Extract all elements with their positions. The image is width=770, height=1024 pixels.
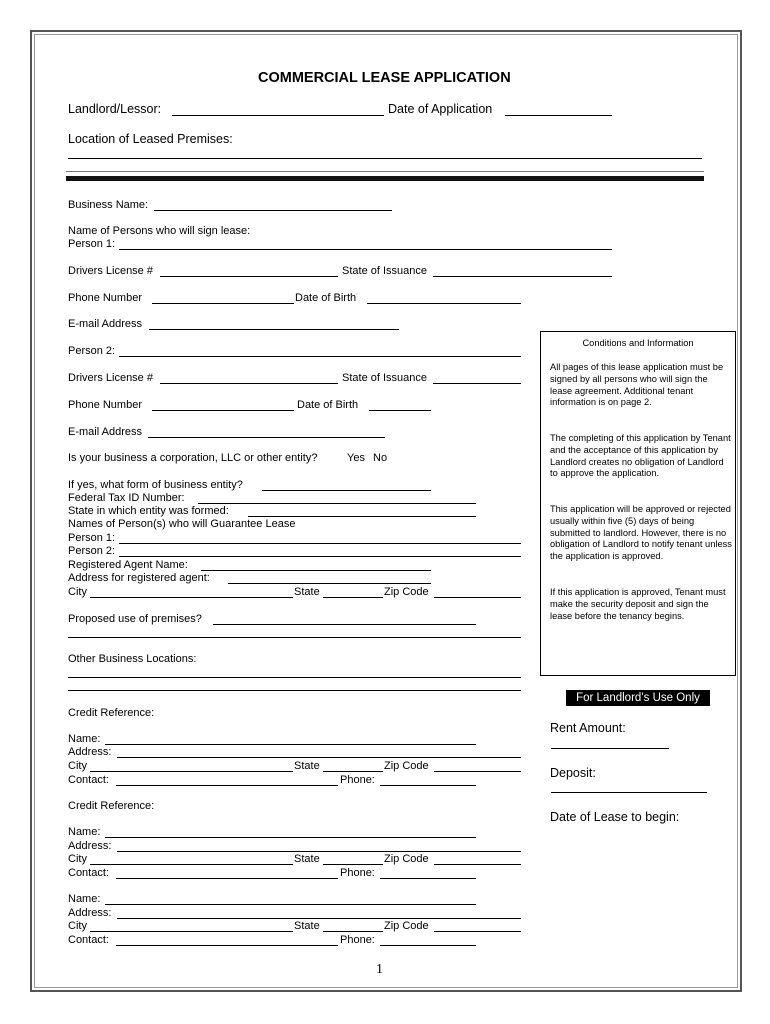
credit1-phone-field[interactable] (380, 785, 476, 786)
credit1-zip-field[interactable] (434, 771, 521, 772)
credit2-address-label: Address: (68, 840, 112, 852)
email2-field[interactable] (148, 437, 385, 438)
other-locations-field-1[interactable] (68, 677, 521, 678)
tax-id-label: Federal Tax ID Number: (68, 492, 185, 504)
page-number: 1 (376, 962, 383, 977)
credit1-contact-field[interactable] (116, 785, 338, 786)
credit-ref2-heading: Credit Reference: (68, 800, 155, 812)
agent-city-label: City (68, 586, 87, 598)
dob-field[interactable] (367, 303, 521, 304)
credit2-phone-label: Phone: (340, 867, 375, 879)
location-label: Location of Leased Premises: (68, 132, 233, 146)
conditions-paragraph-4: If this application is approved, Tenant must make the security deposit and sign the lease before the tenancy begins. (550, 587, 726, 621)
guarantor1-field[interactable] (119, 543, 521, 544)
credit3-name-field[interactable] (105, 904, 476, 905)
divider-thick (66, 176, 704, 181)
credit2-contact-field[interactable] (116, 878, 338, 879)
email-field[interactable] (149, 329, 399, 330)
dob2-field[interactable] (369, 410, 431, 411)
persons-sign-label: Name of Persons who will sign lease: (68, 225, 251, 237)
other-locations-label: Other Business Locations: (68, 653, 197, 665)
date-of-application-field[interactable] (505, 115, 612, 116)
credit3-phone-label: Phone: (340, 934, 375, 946)
agent-city-field[interactable] (90, 597, 293, 598)
business-name-field[interactable] (154, 210, 392, 211)
credit2-zip-field[interactable] (434, 864, 521, 865)
other-locations-field-2[interactable] (68, 690, 521, 691)
credit1-city-field[interactable] (90, 771, 293, 772)
credit1-phone-label: Phone: (340, 774, 375, 786)
proposed-use-field[interactable] (213, 624, 476, 625)
state-issuance2-field[interactable] (433, 383, 521, 384)
credit3-address-label: Address: (68, 907, 112, 919)
credit3-state-field[interactable] (323, 931, 383, 932)
guarantor2-field[interactable] (119, 556, 521, 557)
divider-thin (66, 171, 704, 172)
phone2-field[interactable] (152, 410, 294, 411)
credit3-contact-field[interactable] (116, 945, 338, 946)
credit3-phone-field[interactable] (380, 945, 476, 946)
person1-label: Person 1: (68, 238, 116, 250)
credit2-name-label: Name: (68, 826, 101, 838)
rent-amount-field[interactable] (551, 748, 669, 749)
credit3-name-label: Name: (68, 893, 101, 905)
agent-zip-label: Zip Code (384, 586, 429, 598)
person1-field[interactable] (119, 249, 612, 250)
tax-id-field[interactable] (198, 503, 476, 504)
credit2-state-label: State (294, 853, 320, 865)
person2-field[interactable] (119, 356, 521, 357)
corp-yes[interactable]: Yes (347, 452, 365, 464)
credit2-state-field[interactable] (323, 864, 383, 865)
phone-label: Phone Number (68, 292, 142, 304)
credit1-zip-label: Zip Code (384, 760, 429, 772)
drivers-license2-field[interactable] (160, 383, 338, 384)
drivers-license-field[interactable] (160, 276, 338, 277)
landlord-label: Landlord/Lessor: (68, 102, 162, 116)
person2-label: Person 2: (68, 345, 116, 357)
credit-ref1-heading: Credit Reference: (68, 707, 155, 719)
dob-label: Date of Birth (295, 292, 357, 304)
credit1-name-field[interactable] (105, 744, 476, 745)
landlord-use-heading: For Landlord’s Use Only (566, 690, 710, 706)
credit1-state-label: State (294, 760, 320, 772)
credit2-address-field[interactable] (117, 851, 521, 852)
phone2-label: Phone Number (68, 399, 142, 411)
state-formed-field[interactable] (248, 516, 476, 517)
credit3-address-field[interactable] (117, 918, 521, 919)
credit2-city-label: City (68, 853, 87, 865)
credit3-city-label: City (68, 920, 87, 932)
credit2-phone-field[interactable] (380, 878, 476, 879)
state-formed-label: State in which entity was formed: (68, 505, 229, 517)
credit2-zip-label: Zip Code (384, 853, 429, 865)
credit1-name-label: Name: (68, 733, 101, 745)
guarantor1-label: Person 1: (68, 532, 116, 544)
credit2-contact-label: Contact: (68, 867, 109, 879)
phone-field[interactable] (152, 303, 294, 304)
conditions-paragraph-3: This application will be approved or rejected usually within five (5) days of being submitted to landlord. However, there is no obligation of Landlord to notify tenant unless the application is approved. (550, 504, 732, 562)
agent-zip-field[interactable] (434, 597, 521, 598)
credit3-state-label: State (294, 920, 320, 932)
agent-address-field[interactable] (228, 583, 431, 584)
credit2-city-field[interactable] (90, 864, 293, 865)
rent-amount-label: Rent Amount: (550, 721, 626, 735)
entity-form-field[interactable] (262, 490, 431, 491)
agent-name-field[interactable] (201, 570, 431, 571)
agent-name-label: Registered Agent Name: (68, 559, 188, 571)
landlord-field[interactable] (172, 115, 384, 116)
credit3-zip-field[interactable] (434, 931, 521, 932)
credit3-contact-label: Contact: (68, 934, 109, 946)
credit1-address-label: Address: (68, 746, 112, 758)
conditions-title: Conditions and Information (582, 338, 694, 348)
agent-address-label: Address for registered agent: (68, 572, 210, 584)
business-name-label: Business Name: (68, 199, 149, 211)
conditions-paragraph-1: All pages of this lease application must be signed by all persons who will sign the lease agreement. Additional tenant information is on page 2. (550, 362, 724, 408)
state-issuance-field[interactable] (433, 276, 612, 277)
credit3-city-field[interactable] (90, 931, 293, 932)
dob2-label: Date of Birth (297, 399, 359, 411)
entity-form-label: If yes, what form of business entity? (68, 479, 243, 491)
state-issuance2-label: State of Issuance (342, 372, 427, 384)
lease-date-label: Date of Lease to begin: (550, 810, 680, 824)
proposed-use-label: Proposed use of premises? (68, 613, 202, 625)
credit1-address-field[interactable] (117, 757, 521, 758)
date-of-application-label: Date of Application (388, 102, 493, 116)
page-title: COMMERCIAL LEASE APPLICATION (258, 70, 511, 86)
credit3-zip-label: Zip Code (384, 920, 429, 932)
drivers-license2-label: Drivers License # (68, 372, 153, 384)
credit1-city-label: City (68, 760, 87, 772)
credit2-name-field[interactable] (105, 837, 476, 838)
drivers-license-label: Drivers License # (68, 265, 153, 277)
agent-state-field[interactable] (323, 597, 383, 598)
credit1-state-field[interactable] (323, 771, 383, 772)
corp-question: Is your business a corporation, LLC or other entity? (68, 452, 318, 464)
corp-no[interactable]: No (373, 452, 388, 464)
deposit-label: Deposit: (550, 766, 596, 780)
state-issuance-label: State of Issuance (342, 265, 427, 277)
agent-state-label: State (294, 586, 320, 598)
deposit-field[interactable] (551, 792, 707, 793)
conditions-paragraph-2: The completing of this application by Tenant and the acceptance of this application by Landlord creates no obligation of Landlord to approve the application. (550, 433, 731, 479)
guarantor2-label: Person 2: (68, 545, 116, 557)
email2-label: E-mail Address (68, 426, 142, 438)
email-label: E-mail Address (68, 318, 142, 330)
guarantee-label: Names of Person(s) who will Guarantee Lease (68, 518, 296, 530)
location-field[interactable] (68, 158, 702, 159)
proposed-use-field-2[interactable] (68, 637, 521, 638)
credit1-contact-label: Contact: (68, 774, 109, 786)
